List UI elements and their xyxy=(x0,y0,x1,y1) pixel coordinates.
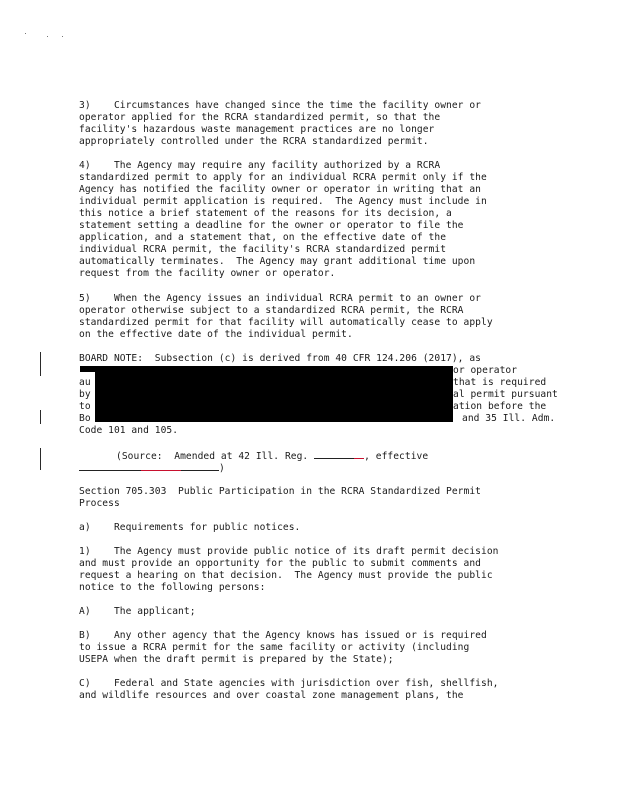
text-line: and 35 Ill. Adm. xyxy=(462,413,556,424)
scan-speck xyxy=(62,36,63,37)
text-line: appropriately controlled under the RCRA standardized permit. xyxy=(79,136,429,147)
scan-speck xyxy=(25,33,26,34)
text-line: to xyxy=(79,401,91,412)
text-line: automatically terminates. The Agency may grant additional time upon xyxy=(79,256,476,267)
subsection-a: a) Requirements for public notices. xyxy=(79,522,301,533)
text-line: C) Federal and State agencies with jurisdiction over fish, shellfish, xyxy=(79,678,499,689)
item-a: A) The applicant; xyxy=(79,606,196,617)
register-page-blank-revised xyxy=(354,449,364,459)
text-line: standardized permit to apply for an individual RCRA permit only if the xyxy=(79,172,487,183)
change-bar xyxy=(40,352,41,376)
scan-speck xyxy=(47,36,48,37)
text-line: individual RCRA permit, the facility's RCRA standardized permit xyxy=(79,244,447,255)
text-line: standardized permit for that facility will automatically cease to apply xyxy=(79,317,493,328)
change-bar xyxy=(40,448,41,470)
text-line: Bo xyxy=(79,413,91,424)
text-line: request a hearing on that decision. The Agency must provide the public xyxy=(79,570,493,581)
text-line: and wildlife resources and over coastal zone management plans, the xyxy=(79,690,464,701)
effective-date-blank-tail xyxy=(181,461,219,471)
text-line: Agency has notified the facility owner or operator in writing that an xyxy=(79,184,481,195)
text-line: Code 101 and 105. xyxy=(79,425,179,436)
text-line: 5) When the Agency issues an individual RCRA permit to an owner or xyxy=(79,293,481,304)
text-line: 3) Circumstances have changed since the time the facility owner or xyxy=(79,100,481,111)
text-line: facility's hazardous waste management practices are no longer xyxy=(79,124,435,135)
text-line: request from the facility owner or operator. xyxy=(79,268,336,279)
change-bar xyxy=(40,410,41,424)
source-prefix: (Source: Amended at 42 Ill. Reg. xyxy=(116,451,315,462)
text-line: al permit pursuant xyxy=(453,389,558,400)
text-line: statement setting a deadline for the owner or operator to file the xyxy=(79,220,464,231)
text-line: operator applied for the RCRA standardized permit, so that the xyxy=(79,112,441,123)
text-line: individual permit application is required. The Agency must include in xyxy=(79,196,487,207)
redaction-block xyxy=(95,366,453,422)
text-line: to issue a RCRA permit for the same facility or activity (including xyxy=(79,642,470,653)
text-line: or operator xyxy=(453,365,518,376)
source-suffix: ) xyxy=(219,463,225,474)
section-title-line: Process xyxy=(79,498,120,509)
text-line: that is required xyxy=(453,377,547,388)
text-line: notice to the following persons: xyxy=(79,582,266,593)
text-line: ation before the xyxy=(453,401,547,412)
text-line: 1) The Agency must provide public notice of its draft permit decision xyxy=(79,546,499,557)
text-line: operator otherwise subject to a standardized RCRA permit, the RCRA xyxy=(79,305,464,316)
source-note-line2 xyxy=(79,461,225,475)
register-page-blank xyxy=(314,449,354,459)
text-line: 4) The Agency may require any facility authorized by a RCRA xyxy=(79,160,441,171)
text-line: and must provide an opportunity for the public to submit comments and xyxy=(79,558,481,569)
source-mid: , effective xyxy=(364,451,429,462)
effective-date-blank xyxy=(79,461,141,471)
text-line: B) Any other agency that the Agency knows has issued or is required xyxy=(79,630,487,641)
text-line: by xyxy=(79,389,91,400)
text-line: au xyxy=(79,377,91,388)
text-line: USEPA when the draft permit is prepared by the State); xyxy=(79,654,394,665)
redaction-block xyxy=(80,366,96,372)
section-title-line: Section 705.303 Public Participation in the RCRA Standardized Permit xyxy=(79,486,481,497)
text-line: on the effective date of the individual permit. xyxy=(79,329,353,340)
text-line: BOARD NOTE: Subsection (c) is derived from 40 CFR 124.206 (2017), as xyxy=(79,353,481,364)
text-line: application, and a statement that, on the effective date of the xyxy=(79,232,447,243)
effective-date-blank-revised xyxy=(141,461,181,471)
text-line: this notice a brief statement of the reasons for its decision, a xyxy=(79,208,452,219)
